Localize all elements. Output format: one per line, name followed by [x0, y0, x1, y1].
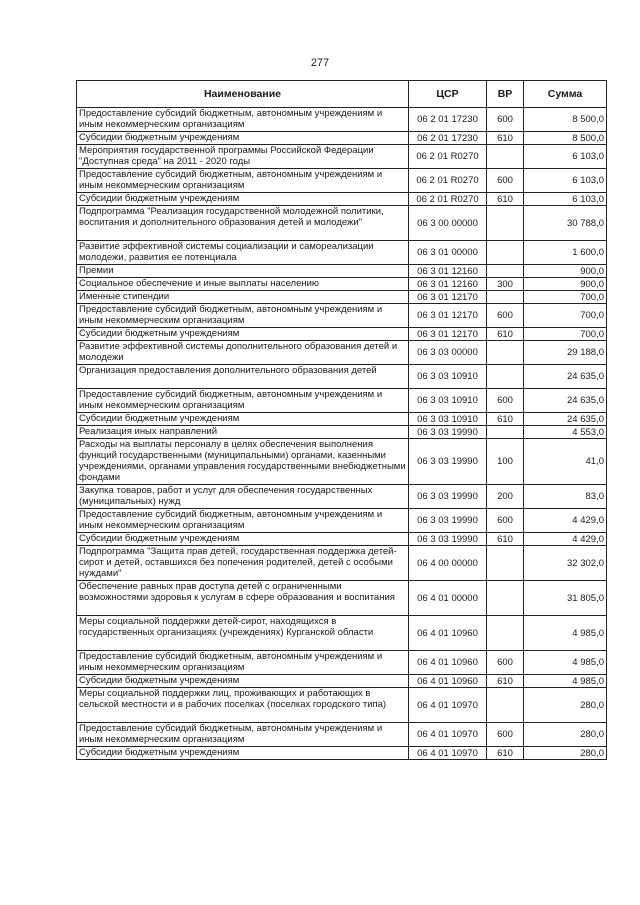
cell-vr	[487, 688, 524, 723]
cell-name: Меры социальной поддержки лиц, проживающих и работающих в сельской местности и в рабочих поселках (поселках городского типа)	[77, 688, 409, 723]
cell-sum: 700,0	[524, 291, 607, 304]
cell-sum: 1 600,0	[524, 241, 607, 265]
table-row	[77, 389, 607, 413]
cell-name: Развитие эффективной системы социализации и самореализации молодежи, развития ее потенциала	[77, 241, 409, 265]
header-vr: ВР	[487, 81, 524, 108]
cell-sum: 280,0	[524, 688, 607, 723]
table-row	[77, 533, 607, 546]
cell-vr: 610	[487, 413, 524, 426]
table-row	[77, 426, 607, 439]
cell-vr: 200	[487, 485, 524, 509]
cell-vr	[487, 616, 524, 651]
cell-sum: 41,0	[524, 439, 607, 485]
cell-name: Обеспечение равных прав доступа детей с ограниченными возможностями здоровья к услугам в сфере образования и воспитания	[77, 581, 409, 616]
cell-vr: 610	[487, 193, 524, 206]
cell-sum: 6 103,0	[524, 145, 607, 169]
cell-csr: 06 3 00 00000	[409, 206, 487, 241]
cell-csr: 06 3 01 12160	[409, 278, 487, 291]
cell-vr: 300	[487, 278, 524, 291]
cell-name: Субсидии бюджетным учреждениям	[77, 533, 409, 546]
cell-sum: 4 429,0	[524, 533, 607, 546]
table-row	[77, 108, 607, 132]
cell-vr: 100	[487, 439, 524, 485]
cell-name: Меры социальной поддержки детей-сирот, находящихся в государственных организациях (учреждениях) Курганской области	[77, 616, 409, 651]
cell-name: Организация предоставления дополнительного образования детей	[77, 365, 409, 389]
table-row	[77, 145, 607, 169]
cell-csr: 06 3 01 00000	[409, 241, 487, 265]
cell-name: Субсидии бюджетным учреждениям	[77, 413, 409, 426]
cell-vr: 600	[487, 108, 524, 132]
table-row	[77, 304, 607, 328]
cell-csr: 06 3 03 10910	[409, 365, 487, 389]
cell-vr	[487, 206, 524, 241]
cell-name: Развитие эффективной системы дополнительного образования детей и молодежи	[77, 341, 409, 365]
table-row	[77, 723, 607, 747]
cell-vr: 610	[487, 132, 524, 145]
cell-vr	[487, 241, 524, 265]
cell-csr: 06 3 01 12160	[409, 265, 487, 278]
budget-table	[76, 80, 607, 760]
cell-sum: 24 635,0	[524, 413, 607, 426]
table-row	[77, 546, 607, 581]
cell-vr	[487, 145, 524, 169]
cell-name: Расходы на выплаты персоналу в целях обеспечения выполнения функций государственными (муниципальными) органами, казенными учреждениями, органами управления государственными внебюджетными фондами	[77, 439, 409, 485]
cell-csr: 06 4 01 10960	[409, 675, 487, 688]
table-row	[77, 413, 607, 426]
table-body	[77, 108, 607, 760]
cell-name: Субсидии бюджетным учреждениям	[77, 328, 409, 341]
cell-vr	[487, 365, 524, 389]
cell-sum: 6 103,0	[524, 169, 607, 193]
cell-name: Предоставление субсидий бюджетным, автономным учреждениям и иным некоммерческим организациям	[77, 723, 409, 747]
cell-csr: 06 4 01 10960	[409, 651, 487, 675]
cell-sum: 4 553,0	[524, 426, 607, 439]
cell-name: Субсидии бюджетным учреждениям	[77, 747, 409, 760]
cell-vr: 610	[487, 328, 524, 341]
cell-vr: 600	[487, 389, 524, 413]
cell-sum: 4 985,0	[524, 616, 607, 651]
cell-name: Предоставление субсидий бюджетным, автономным учреждениям и иным некоммерческим организациям	[77, 651, 409, 675]
table-row	[77, 278, 607, 291]
cell-csr: 06 3 03 19990	[409, 485, 487, 509]
cell-csr: 06 3 03 10910	[409, 413, 487, 426]
table-row	[77, 485, 607, 509]
table-row	[77, 365, 607, 389]
cell-name: Субсидии бюджетным учреждениям	[77, 193, 409, 206]
cell-csr: 06 3 01 12170	[409, 291, 487, 304]
cell-csr: 06 2 01 17230	[409, 108, 487, 132]
cell-sum: 8 500,0	[524, 108, 607, 132]
table-row	[77, 206, 607, 241]
cell-name: Субсидии бюджетным учреждениям	[77, 132, 409, 145]
cell-sum: 280,0	[524, 747, 607, 760]
cell-name: Субсидии бюджетным учреждениям	[77, 675, 409, 688]
cell-vr: 610	[487, 675, 524, 688]
cell-sum: 4 985,0	[524, 675, 607, 688]
cell-csr: 06 4 01 00000	[409, 581, 487, 616]
cell-sum: 8 500,0	[524, 132, 607, 145]
cell-vr: 600	[487, 169, 524, 193]
cell-sum: 24 635,0	[524, 389, 607, 413]
cell-csr: 06 2 01 R0270	[409, 169, 487, 193]
cell-csr: 06 3 03 19990	[409, 509, 487, 533]
table-row	[77, 265, 607, 278]
cell-sum: 900,0	[524, 265, 607, 278]
cell-sum: 6 103,0	[524, 193, 607, 206]
cell-vr	[487, 581, 524, 616]
table-row	[77, 132, 607, 145]
cell-csr: 06 3 03 19990	[409, 533, 487, 546]
cell-name: Предоставление субсидий бюджетным, автономным учреждениям и иным некоммерческим организациям	[77, 108, 409, 132]
cell-name: Мероприятия государственной программы Российской Федерации "Доступная среда" на 2011 - 2020 годы	[77, 145, 409, 169]
cell-sum: 700,0	[524, 304, 607, 328]
cell-sum: 83,0	[524, 485, 607, 509]
header-csr: ЦСР	[409, 81, 487, 108]
cell-vr: 600	[487, 651, 524, 675]
cell-name: Подпрограмма "Защита прав детей, государственная поддержка детей-сирот и детей, оставшихся без попечения родителей, детей с особыми нуждами"	[77, 546, 409, 581]
table-row	[77, 439, 607, 485]
cell-vr: 600	[487, 304, 524, 328]
cell-sum: 31 805,0	[524, 581, 607, 616]
cell-sum: 29 188,0	[524, 341, 607, 365]
cell-name: Реализация иных направлений	[77, 426, 409, 439]
cell-csr: 06 4 01 10970	[409, 723, 487, 747]
cell-name: Предоставление субсидий бюджетным, автономным учреждениям и иным некоммерческим организациям	[77, 389, 409, 413]
cell-vr: 600	[487, 509, 524, 533]
cell-csr: 06 4 01 10960	[409, 616, 487, 651]
header-name: Наименование	[77, 81, 409, 108]
table-row	[77, 688, 607, 723]
table-row	[77, 616, 607, 651]
cell-csr: 06 3 03 10910	[409, 389, 487, 413]
cell-csr: 06 2 01 R0270	[409, 193, 487, 206]
cell-name: Социальное обеспечение и иные выплаты населению	[77, 278, 409, 291]
cell-csr: 06 3 03 19990	[409, 426, 487, 439]
cell-csr: 06 4 01 10970	[409, 747, 487, 760]
cell-vr: 610	[487, 533, 524, 546]
page-number: 277	[310, 57, 330, 69]
table-row	[77, 241, 607, 265]
cell-sum: 24 635,0	[524, 365, 607, 389]
cell-csr: 06 2 01 R0270	[409, 145, 487, 169]
cell-vr: 610	[487, 747, 524, 760]
table-row	[77, 675, 607, 688]
cell-name: Закупка товаров, работ и услуг для обеспечения государственных (муниципальных) нужд	[77, 485, 409, 509]
cell-vr: 600	[487, 723, 524, 747]
table-row	[77, 169, 607, 193]
table-row	[77, 581, 607, 616]
cell-name: Предоставление субсидий бюджетным, автономным учреждениям и иным некоммерческим организациям	[77, 169, 409, 193]
cell-name: Премии	[77, 265, 409, 278]
cell-csr: 06 3 03 19990	[409, 439, 487, 485]
table-row	[77, 747, 607, 760]
table-row	[77, 509, 607, 533]
cell-vr	[487, 265, 524, 278]
cell-name: Предоставление субсидий бюджетным, автономным учреждениям и иным некоммерческим организациям	[77, 509, 409, 533]
table-row	[77, 341, 607, 365]
cell-csr: 06 3 01 12170	[409, 304, 487, 328]
cell-sum: 900,0	[524, 278, 607, 291]
cell-vr	[487, 291, 524, 304]
cell-name: Предоставление субсидий бюджетным, автономным учреждениям и иным некоммерческим организациям	[77, 304, 409, 328]
cell-csr: 06 3 01 12170	[409, 328, 487, 341]
cell-name: Подпрограмма "Реализация государственной молодежной политики, воспитания и дополнительного образования детей и молодежи"	[77, 206, 409, 241]
table-row	[77, 291, 607, 304]
cell-csr: 06 4 00 00000	[409, 546, 487, 581]
cell-csr: 06 3 03 00000	[409, 341, 487, 365]
cell-vr	[487, 426, 524, 439]
cell-sum: 32 302,0	[524, 546, 607, 581]
cell-sum: 700,0	[524, 328, 607, 341]
cell-sum: 30 788,0	[524, 206, 607, 241]
table-row	[77, 651, 607, 675]
cell-csr: 06 2 01 17230	[409, 132, 487, 145]
cell-vr	[487, 546, 524, 581]
cell-vr	[487, 341, 524, 365]
table-row	[77, 193, 607, 206]
cell-sum: 4 429,0	[524, 509, 607, 533]
table-header-row	[77, 81, 607, 108]
cell-sum: 280,0	[524, 723, 607, 747]
table-row	[77, 328, 607, 341]
cell-csr: 06 4 01 10970	[409, 688, 487, 723]
cell-sum: 4 985,0	[524, 651, 607, 675]
cell-name: Именные стипендии	[77, 291, 409, 304]
header-sum: Сумма	[524, 81, 607, 108]
